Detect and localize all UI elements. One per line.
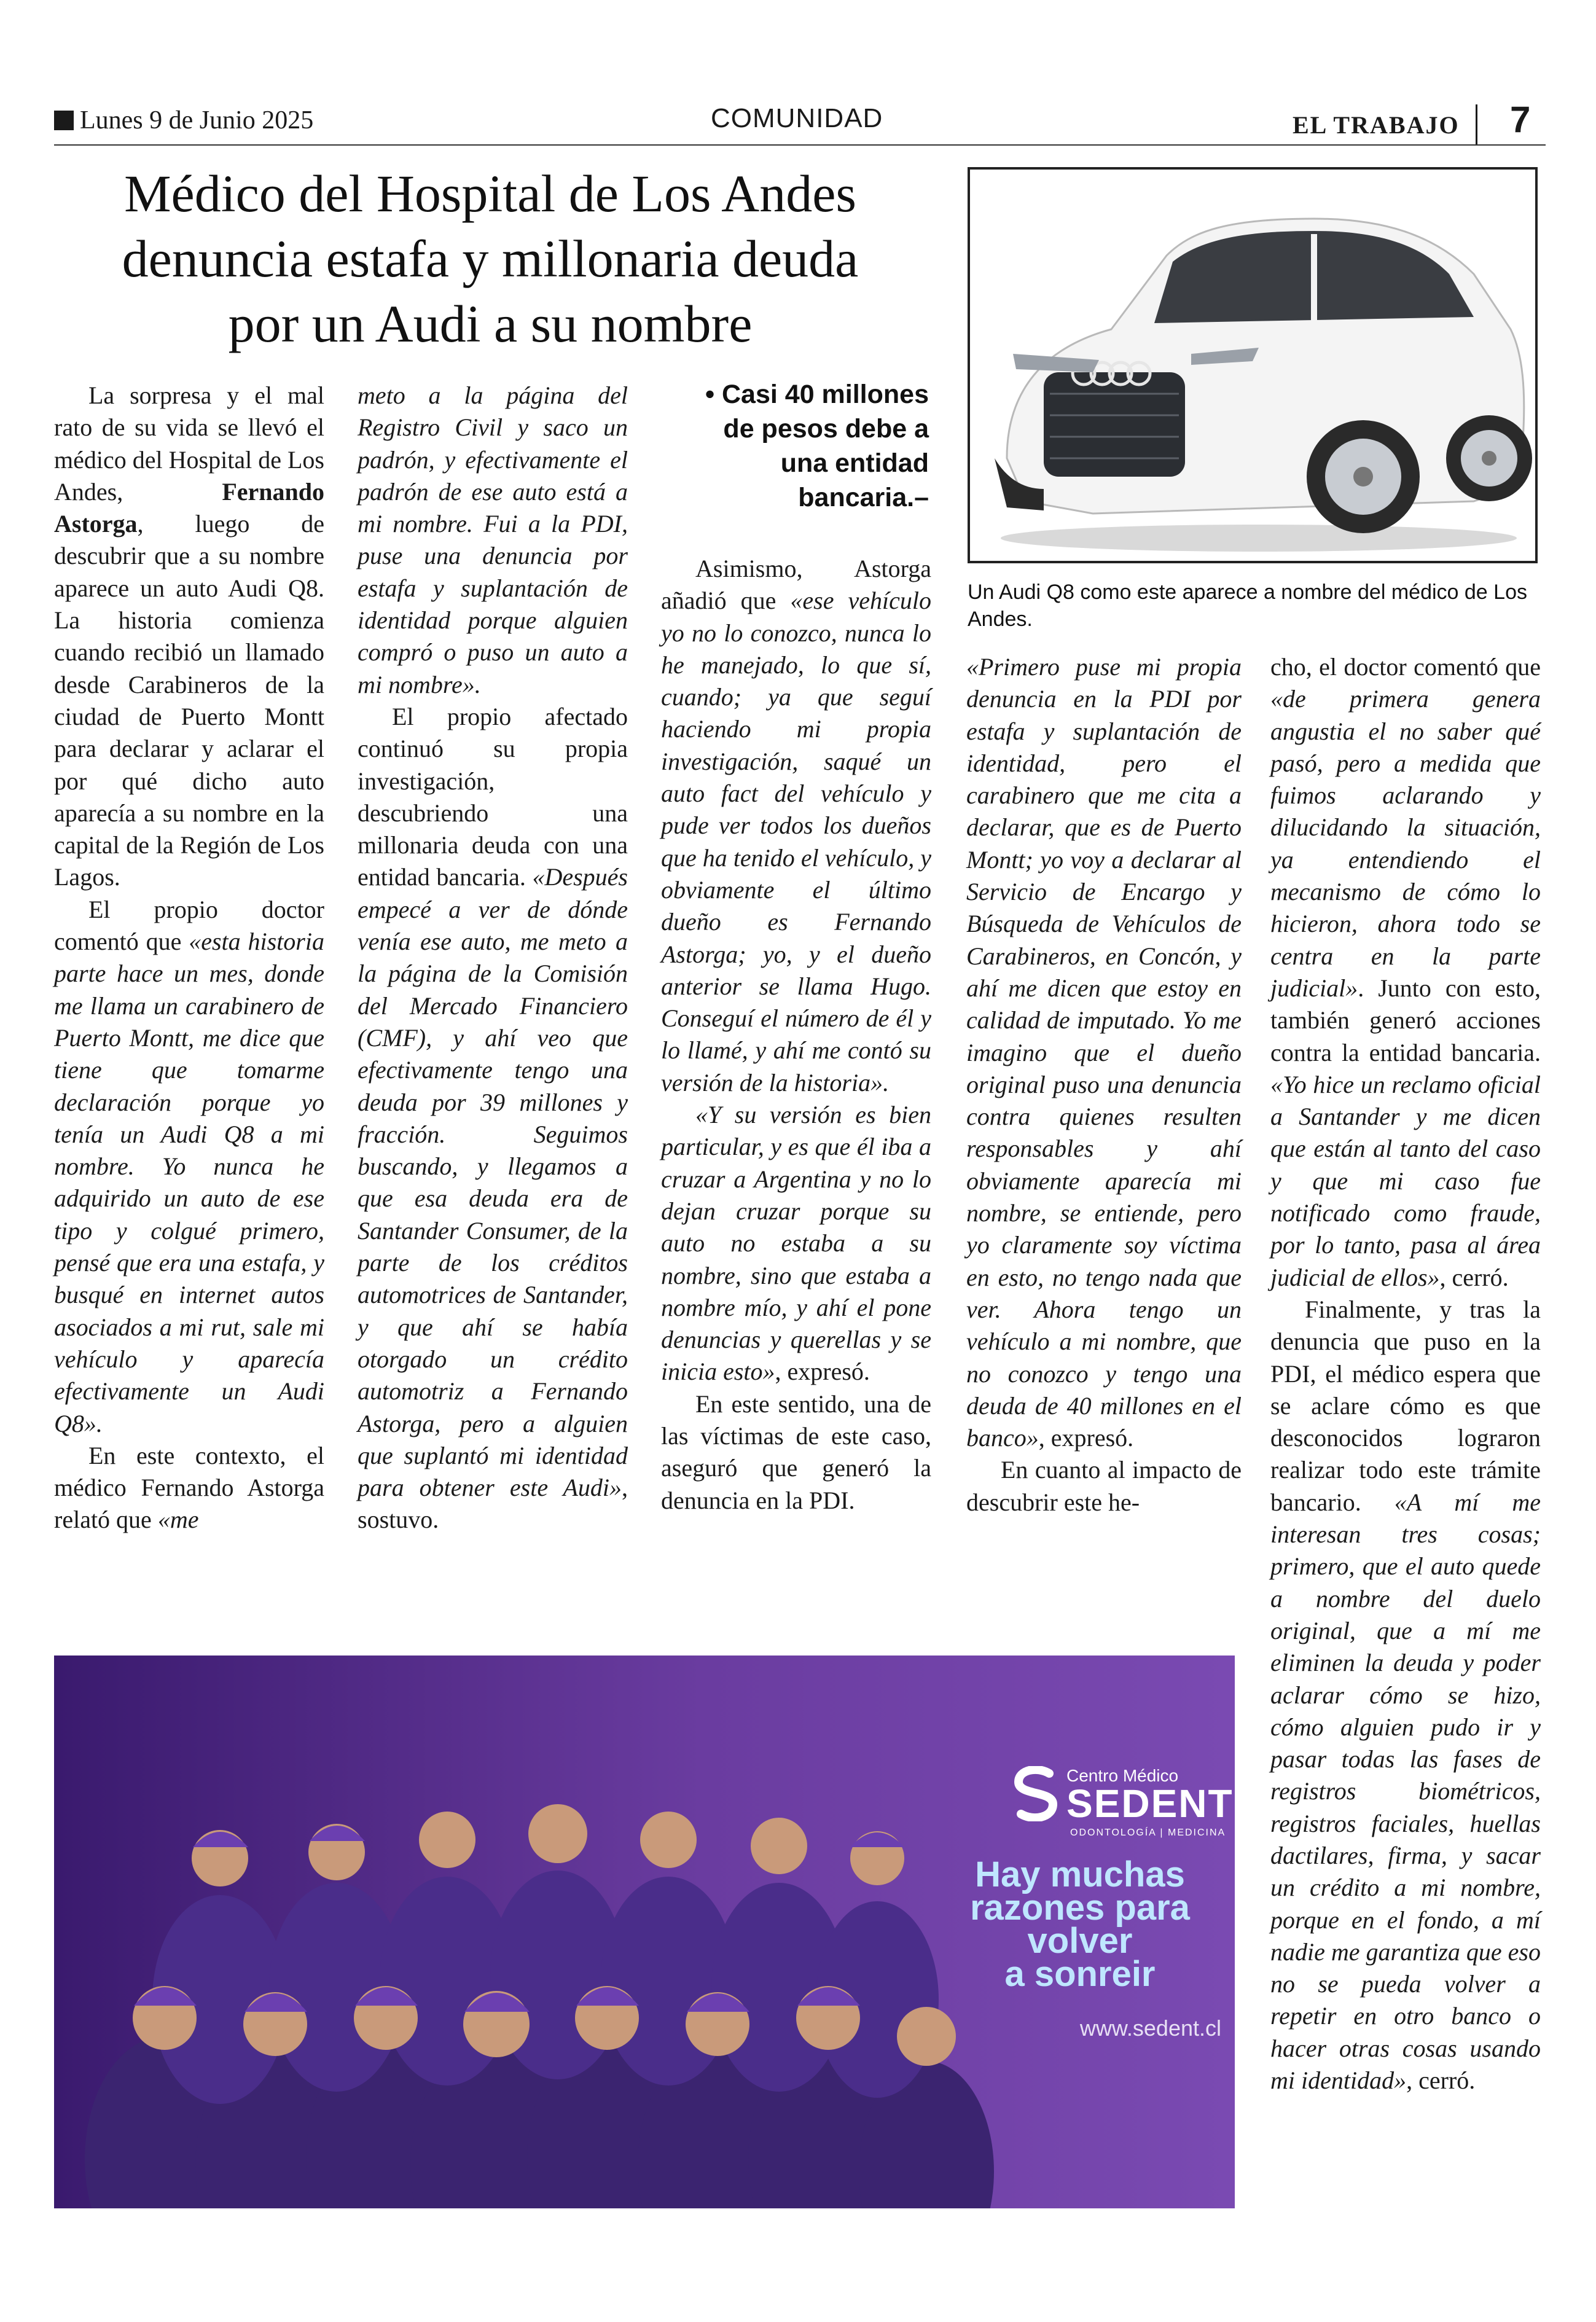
- paragraph: Asimismo, Astorga añadió que «ese vehículo yo no lo conozco, nunca lo he manejado, lo que sí, cuando; ya que seguí haciendo mi propia investigación, saqué un auto fact del vehículo y pude ver todos los dueños que ha tenido el vehículo, y obviamente el último dueño es Fernando Astorga; yo, y el dueño anterior se llama Hugo. Conseguí el número de él y lo llamé, y ahí me contó su versión de la historia».: [661, 555, 932, 1096]
- paragraph: En cuanto al impacto de descubrir este he-: [966, 1456, 1242, 1516]
- article-column-3: [661, 553, 931, 1517]
- header-divider: [1476, 104, 1477, 145]
- pull-quote: • Casi 40 millones de pesos debe a una entidad bancaria.–: [705, 380, 929, 512]
- headline-line: denuncia estafa y millonaria deuda: [122, 229, 859, 288]
- quote: «de primera genera angustia el no saber qué pasó, pero a medida que fuimos aclarando y dilucidando la situación, ya entendiendo el mecanismo de cómo lo hicieron, ahora todo se centra en la parte judicial»: [1270, 685, 1541, 1002]
- slogan-line: a sonreir: [1004, 1954, 1156, 1994]
- article-column-1: [54, 380, 324, 1536]
- slogan-line: razones para: [970, 1888, 1190, 1928]
- quote: «Primero puse mi propia denuncia en la PDI por estafa y suplantación de identidad, pero el carabinero que me cita a declarar, que es de Puerto Montt; yo voy a declarar al Servicio de Encargo y Búsqueda de Vehículos de Carabineros, en Concón, y ahí me dicen que estoy en calidad de imputado. Yo me imagino que el dueño original puso una denuncia contra quienes resulten responsables y ahí obviamente aparecía mi nombre, se entiende, pero yo claramente soy víctima en esto, no tengo nada que ver. Ahora tengo un vehículo a mi nombre, que no conozco y tengo una deuda de 40 millones en el banco»: [966, 653, 1242, 1452]
- paragraph: El propio afectado continuó su propia investigación, descubriendo una millonaria deuda con una entidad bancaria. «Después empecé a ver de dónde venía ese auto, me meto a la página de la Comisión del Mercado Financiero (CMF), y ahí veo que efectivamente tengo una deuda por 39 millones y fracción. Seguimos buscando, y llegamos a que esa deuda era de Santander Consumer, de la parte de los créditos automotrices de Santander, y que ahí se había otorgado un crédito automotriz a Fernando Astorga, pero a alguien que suplantó mi identidad para obtener este Audi», sostuvo.: [358, 702, 628, 1534]
- paragraph: El propio doctor comentó que «esta historia parte hace un mes, donde me llama un carabinero de Puerto Montt, me dice que tiene que tomarme declaración porque yo tenía un Audi Q8 a mi nombre. Yo nunca he adquirido un auto de ese tipo y colgué primero, pensé que era una estafa, y busqué en internet autos asociados a mi rut, sale mi vehículo y aparecía efectivamente un Audi Q8».: [54, 895, 324, 1437]
- newspaper-name: EL TRABAJO: [1293, 111, 1460, 139]
- quote: «A mí me interesan tres cosas; primero, que el auto quede a nombre del duelo original, que a mí me eliminen la deuda y poder aclarar cómo se hizo, cómo alguien pudo ir y pasar todas las fases de registros biométricos, registros faciales, huellas dactilares, firma, y sacar un crédito a mi nombre, porque en el fondo, a mí nadie me garantiza que eso no se pueda volver a repetir en otro banco o hacer otras cosas usando mi identidad»: [1270, 1488, 1541, 2095]
- quote: «me: [157, 1506, 199, 1534]
- quote: «Y su versión es bien particular, y es que él iba a cruzar a Argentina y no lo dejan cruzar porque su auto no estaba a su nombre, sino que estaba a nombre mío, y ahí el pone denuncias y querellas y se inicia esto»: [661, 1101, 931, 1386]
- brand-name: SEDENT: [1066, 1781, 1234, 1826]
- bullet-square-icon: [54, 111, 74, 130]
- paragraph: La sorpresa y el mal rato de su vida se llevó el médico del Hospital de Los Andes, Fernando Astorga, luego de descubrir que a su nombre aparece un auto Audi Q8. La historia comienza cuando recibió un llamado desde Carabineros de la ciudad de Puerto Montt para declarar y aclarar el por qué dicho auto aparecía a su nombre en la capital de la Región de Los Lagos.: [54, 381, 324, 891]
- header-rule: [54, 144, 1546, 146]
- photo-caption: Un Audi Q8 como este aparece a nombre del médico de Los Andes.: [968, 580, 1527, 631]
- brand-subtitle: ODONTOLOGÍA | MEDICINA: [1070, 1828, 1226, 1838]
- page-number: 7: [1510, 99, 1531, 140]
- issue-date: [54, 106, 313, 135]
- paragraph: [358, 380, 628, 701]
- article-column-2: [358, 380, 628, 1536]
- article-column-5: [1270, 651, 1541, 2097]
- quote: «esta historia parte hace un mes, donde me llama un carabinero de Puerto Montt, me dice que tiene que tomarme declaración porque yo tenía un Audi Q8 a mi nombre. Yo nunca he adquirido un auto de ese tipo y colgué primero, pensé que era una estafa, y busqué en internet autos asociados a mi rut, sale mi vehículo y aparecía efectivamente un Audi Q8».: [54, 928, 324, 1437]
- section-name: COMUNIDAD: [711, 103, 883, 133]
- sedent-advertisement[interactable]: [54, 1656, 1235, 2208]
- paragraph: En este sentido, una de las víctimas de este caso, aseguró que generó la denuncia en la PDI.: [661, 1390, 931, 1514]
- ad-website-link[interactable]: www.sedent.cl: [1079, 2015, 1221, 2041]
- ad-slogan: [920, 1855, 1235, 1994]
- paragraph: «Y su versión es bien particular, y es que él iba a cruzar a Argentina y no lo dejan cruzar porque su auto no estaba a su nombre, sino que estaba a nombre mío, y ahí el pone denuncias y querellas y se inicia esto», expresó.: [661, 1101, 931, 1386]
- paragraph: Finalmente, y tras la denuncia que puso en la PDI, el médico espera que se aclare cómo es que desconocidos lograron realizar todo este trámite bancario. «A mí me interesan tres cosas; primero, que el auto quede a nombre del duelo original, que a mí me eliminen la deuda y poder aclarar cómo se hizo, cómo alguien pudo ir y pasar todas las fases de registros biométricos, registros faciales, huellas dactilares, firma, y sacar un crédito a mi nombre, porque en el fondo, a mí nadie me garantiza que eso no se pueda volver a repetir en otro banco o hacer otras cosas usando mi identidad», cerró.: [1270, 1295, 1541, 2095]
- quote: «Yo hice un reclamo oficial a Santander y me dicen que están al tanto del caso y que mi caso fue notificado como fraude, por lo tanto, pasa al área judicial de ellos»: [1270, 1070, 1541, 1291]
- paragraph: En este contexto, el médico Fernando Astorga relató que «me: [54, 1441, 324, 1534]
- headline-line: por un Audi a su nombre: [228, 294, 753, 353]
- person-name: Fernando Astorga: [54, 477, 324, 538]
- article-headline: [54, 161, 926, 356]
- quote: «ese vehículo yo no lo conozco, nunca lo he manejado, lo que sí, cuando; ya que seguí haciendo mi propia investigación, saqué un auto fact del vehículo y pude ver todos los dueños que ha tenido el vehículo, y obviamente el último dueño es Fernando Astorga; yo, y el dueño anterior se llama Hugo. Conseguí el número de él y lo llamé, y ahí me contó su versión de la historia».: [661, 587, 932, 1096]
- paragraph: cho, el doctor comentó que «de primera genera angustia el no saber qué pasó, pero a medida que fuimos aclarando y dilucidando la situación, ya entendiendo el mecanismo de cómo lo hicieron, ahora todo se centra en la parte judicial». Junto con esto, también generó acciones contra la entidad bancaria. «Yo hice un reclamo oficial a Santander y me dicen que están al tanto del caso y que mi caso fue notificado como fraude, por lo tanto, pasa al área judicial de ellos», cerró.: [1270, 653, 1541, 1291]
- brand-top-text: Centro Médico: [1066, 1766, 1179, 1785]
- quote: «Después empecé a ver de dónde venía ese auto, me meto a la página de la Comisión del Mercado Financiero (CMF), y ahí veo que efectivamente tengo una deuda por 39 millones y fracción. Seguimos buscando, y llegamos a que esa deuda era de Santander Consumer, de la parte de los créditos automotrices de Santander, y que ahí se había otorgado un crédito automotriz a Fernando Astorga, pero a alguien que suplantó mi identidad para obtener este Audi»: [358, 863, 628, 1502]
- paragraph: «Primero puse mi propia denuncia en la PDI por estafa y suplantación de identidad, pero el carabinero que me cita a declarar, que es de Puerto Montt; yo voy a declarar al Servicio de Encargo y Búsqueda de Vehículos de Carabineros, en Concón, y ahí me dicen que estoy en calidad de imputado. Yo me imagino que el dueño original puso una denuncia contra quienes resulten responsables y ahí obviamente aparecía mi nombre, se entiende, pero yo claramente soy víctima en esto, no tengo nada que ver. Ahora tengo un vehículo a mi nombre, que no conozco y tengo una deuda de 40 millones en el banco», expresó.: [966, 653, 1242, 1452]
- article-column-4: [966, 651, 1242, 1519]
- issue-date-text: Lunes 9 de Junio 2025: [80, 106, 314, 135]
- quote: meto a la página del Registro Civil y saco un padrón, y efectivamente el padrón de ese auto está a mi nombre. Fui a la PDI, puse una denuncia por estafa y suplantación de identidad porque alguien compró o puso un auto a mi nombre».: [358, 381, 628, 698]
- article-photo: [968, 167, 1538, 563]
- car-illustration: [970, 170, 1535, 561]
- slogan-line: volver: [1027, 1921, 1133, 1961]
- slogan-line: Hay muchas: [975, 1855, 1185, 1894]
- sedent-s-logo-icon: [1012, 1766, 1062, 1821]
- headline-line: Médico del Hospital de Los Andes: [124, 164, 856, 223]
